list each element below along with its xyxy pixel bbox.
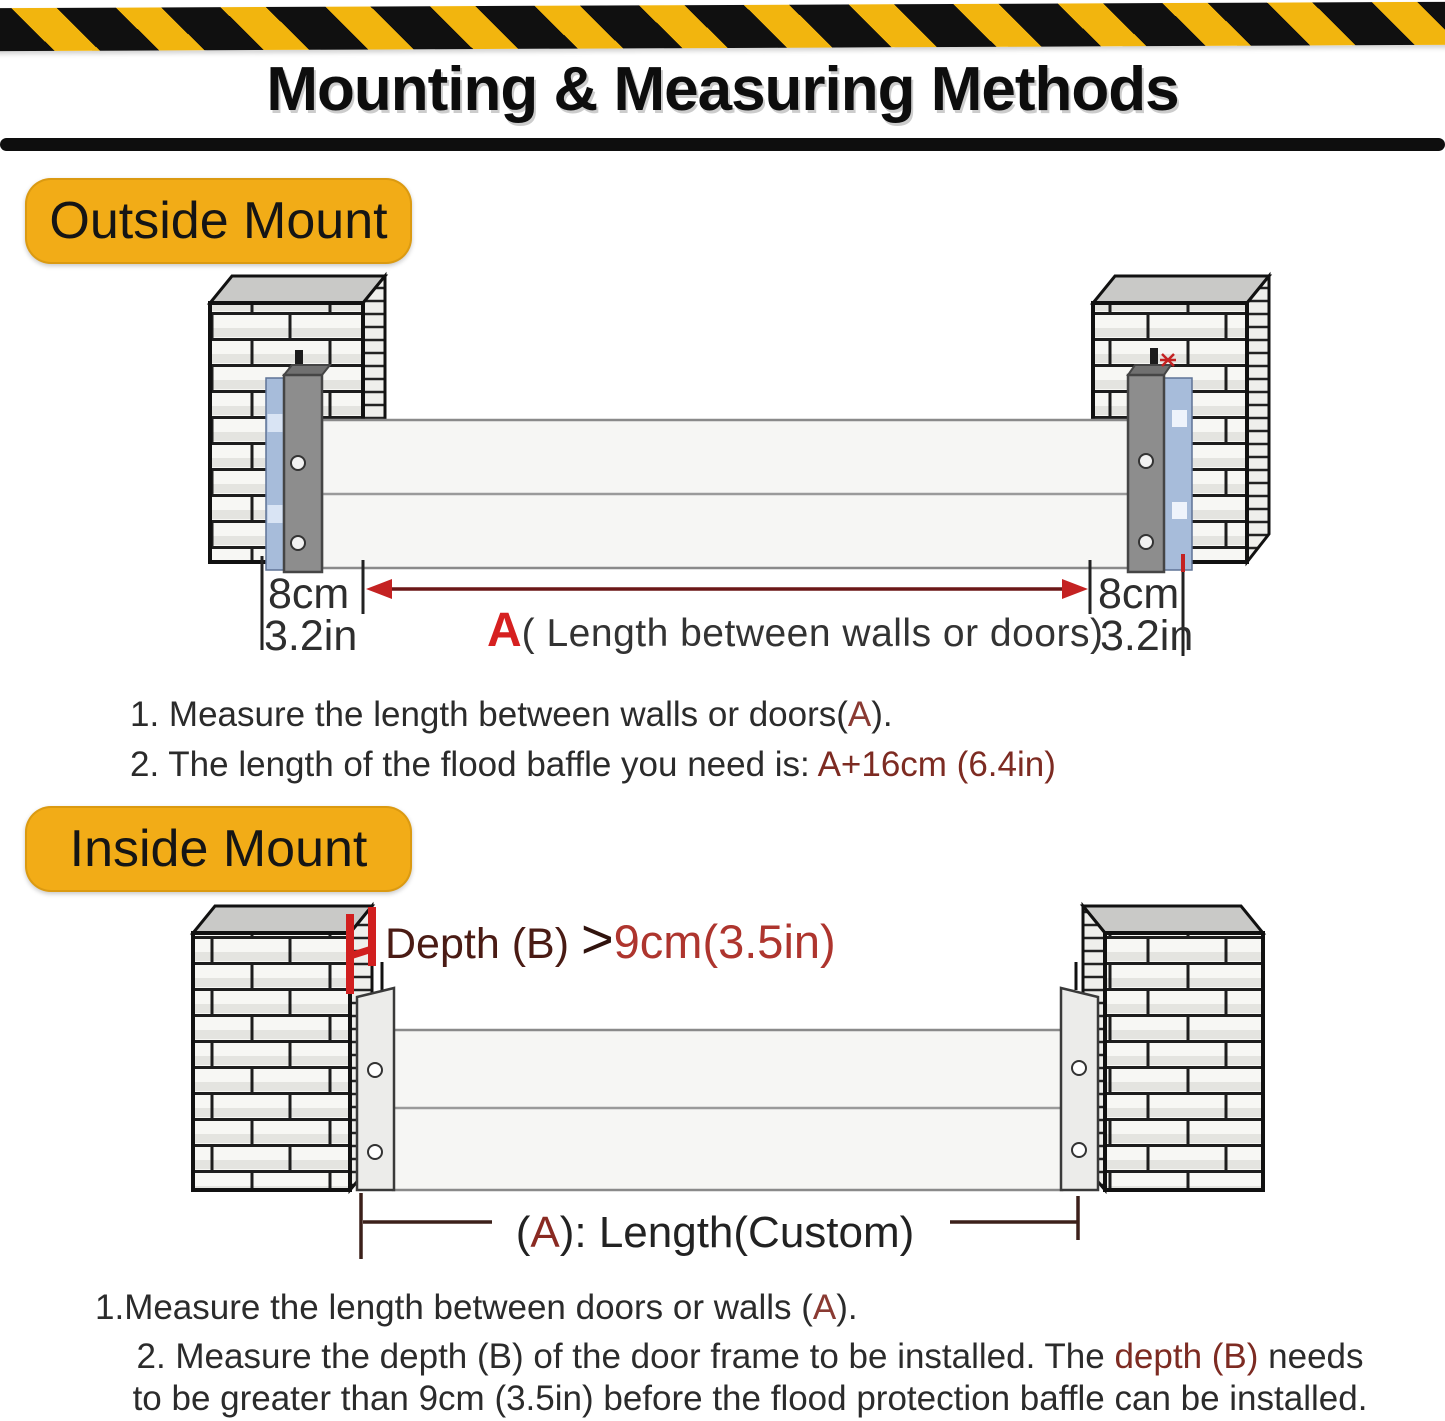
depth-value: 9cm(3.5in) [613, 915, 836, 968]
paren-open: ( [515, 1208, 531, 1257]
outside-instructions [130, 690, 1056, 790]
dim-a-letter: A [487, 604, 522, 657]
flood-barrier [393, 1030, 1062, 1190]
pillar-front-face [193, 933, 350, 1190]
depth-label-text: Depth (B) [385, 920, 581, 968]
outside-mount-badge: Outside Mount [25, 178, 412, 264]
mounting-channel-left [284, 350, 330, 572]
pillar-top-face [193, 906, 372, 933]
arrowhead-right [1062, 579, 1088, 599]
pillar-side-face [1247, 276, 1269, 562]
pillar-top-face [1093, 276, 1269, 303]
arrowhead-left [366, 579, 392, 599]
length-dimension-label [487, 604, 1103, 657]
outside-step-2: 2. The length of the flood baffle you need is: A+16cm (6.4in) [130, 745, 1056, 784]
dim-left-in: 3.2in [264, 612, 358, 660]
mounting-channel-left [357, 962, 394, 1190]
channel-screw-hole [1139, 454, 1153, 468]
outside-step-1: 1. Measure the length between walls or doors(A). [130, 695, 893, 734]
pillar-top-face [210, 276, 385, 303]
dim-left-cm: 8cm [268, 570, 350, 618]
dim-a-text: ( Length between walls or doors) [521, 612, 1104, 655]
mounting-channel-right [1061, 962, 1098, 1190]
side-rail-left [266, 378, 284, 570]
channel-screw-hole [368, 1145, 382, 1159]
channel-screw-hole [1072, 1061, 1086, 1075]
length-a-letter: A [530, 1208, 560, 1257]
side-rail-right [1164, 378, 1192, 570]
outside-mount-diagram [0, 268, 1445, 670]
hazard-stripe-banner [0, 2, 1445, 51]
flood-barrier [322, 420, 1130, 568]
title-divider-bar [0, 138, 1445, 151]
inside-mount-diagram [0, 895, 1445, 1270]
channel-screw-hole [368, 1063, 382, 1077]
pillar-front-face [1105, 933, 1263, 1190]
channel-screw-hole [1072, 1143, 1086, 1157]
dim-right-in: 3.2in [1100, 612, 1194, 660]
channel-screw-hole [291, 456, 305, 470]
length-rest: ): Length(Custom) [559, 1208, 915, 1257]
brick-pillar-right [1083, 906, 1263, 1190]
channel-screw-hole [1139, 535, 1153, 549]
length-custom-label [516, 1208, 915, 1257]
pillar-top-face [1083, 906, 1263, 933]
inside-step-2: 2. Measure the depth (B) of the door frame to be installed. The depth (B) needs to be greater than 9cm (3.5in) before the flood protection baffle can be installed. [132, 1337, 1368, 1418]
channel-screw-hole [291, 536, 305, 550]
dim-right-cm: 8cm [1098, 570, 1180, 618]
inside-mount-badge: Inside Mount [25, 806, 412, 892]
greater-than-sign: > [580, 907, 614, 970]
brick-pillar-left [193, 906, 372, 1190]
page-title: Mounting & Measuring Methods [266, 55, 1179, 124]
depth-label [385, 907, 836, 970]
inside-step-1: 1.Measure the length between doors or walls (A). [95, 1288, 858, 1327]
